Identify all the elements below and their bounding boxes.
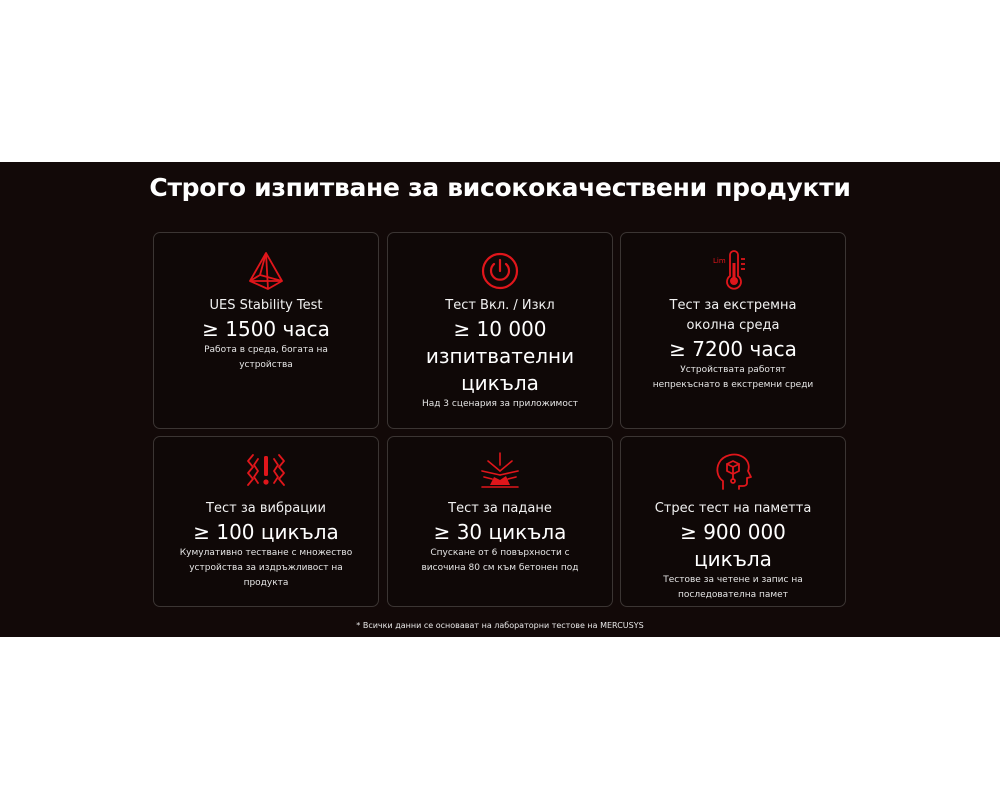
pyramid-icon: [244, 249, 288, 293]
thermometer-icon: [711, 249, 755, 293]
svg-text:Lim: Lim: [713, 257, 726, 265]
card-value: ≥ 1500 часа: [202, 317, 330, 341]
card-description: Спускане от 6 повърхности с височина 80 см към бетонен под: [421, 548, 579, 573]
card-description: Работа в среда, богата на устройства: [204, 345, 328, 370]
power-icon: [478, 249, 522, 293]
card-value: ≥ 7200 часа: [669, 337, 797, 361]
vibration-icon: [244, 451, 288, 491]
footnote: * Всички данни се основават на лабораторни тестове на MERCUSYS: [356, 621, 644, 630]
card-name: UES Stability Test: [209, 298, 323, 313]
card-value: ≥ 900 000 цикъла: [680, 520, 786, 571]
card-description: Устройствата работят непрекъснато в екстремни среди: [652, 365, 814, 390]
card-extreme-environment: [620, 232, 846, 429]
card-memory-stress: [620, 436, 846, 607]
memory-head-icon: [711, 451, 755, 491]
card-value: ≥ 10 000 изпитвателни цикъла: [425, 317, 575, 395]
card-vibration: [153, 436, 379, 607]
card-power-cycle: [387, 232, 613, 429]
card-value: ≥ 30 цикъла: [433, 520, 567, 544]
card-description: Тестове за четене и запис на последователна памет: [663, 575, 803, 600]
card-name: Тест за вибрации: [206, 501, 326, 516]
drop-impact-icon: [478, 451, 522, 491]
card-name: Тест Вкл. / Изкл: [445, 298, 555, 313]
section-title: Строго изпитване за висококачествени продукти: [149, 173, 851, 202]
card-value: ≥ 100 цикъла: [193, 520, 339, 544]
card-description: Над 3 сценария за приложимост: [421, 399, 579, 409]
card-name: Стрес тест на паметта: [654, 501, 812, 516]
card-name: Тест за екстремна околна среда: [669, 298, 797, 333]
card-name: Тест за падане: [448, 501, 552, 516]
card-drop-test: [387, 436, 613, 607]
card-description: Кумулативно тестване с множество устройства за издръжливост на продукта: [179, 548, 353, 588]
card-ues-stability: [153, 232, 379, 429]
